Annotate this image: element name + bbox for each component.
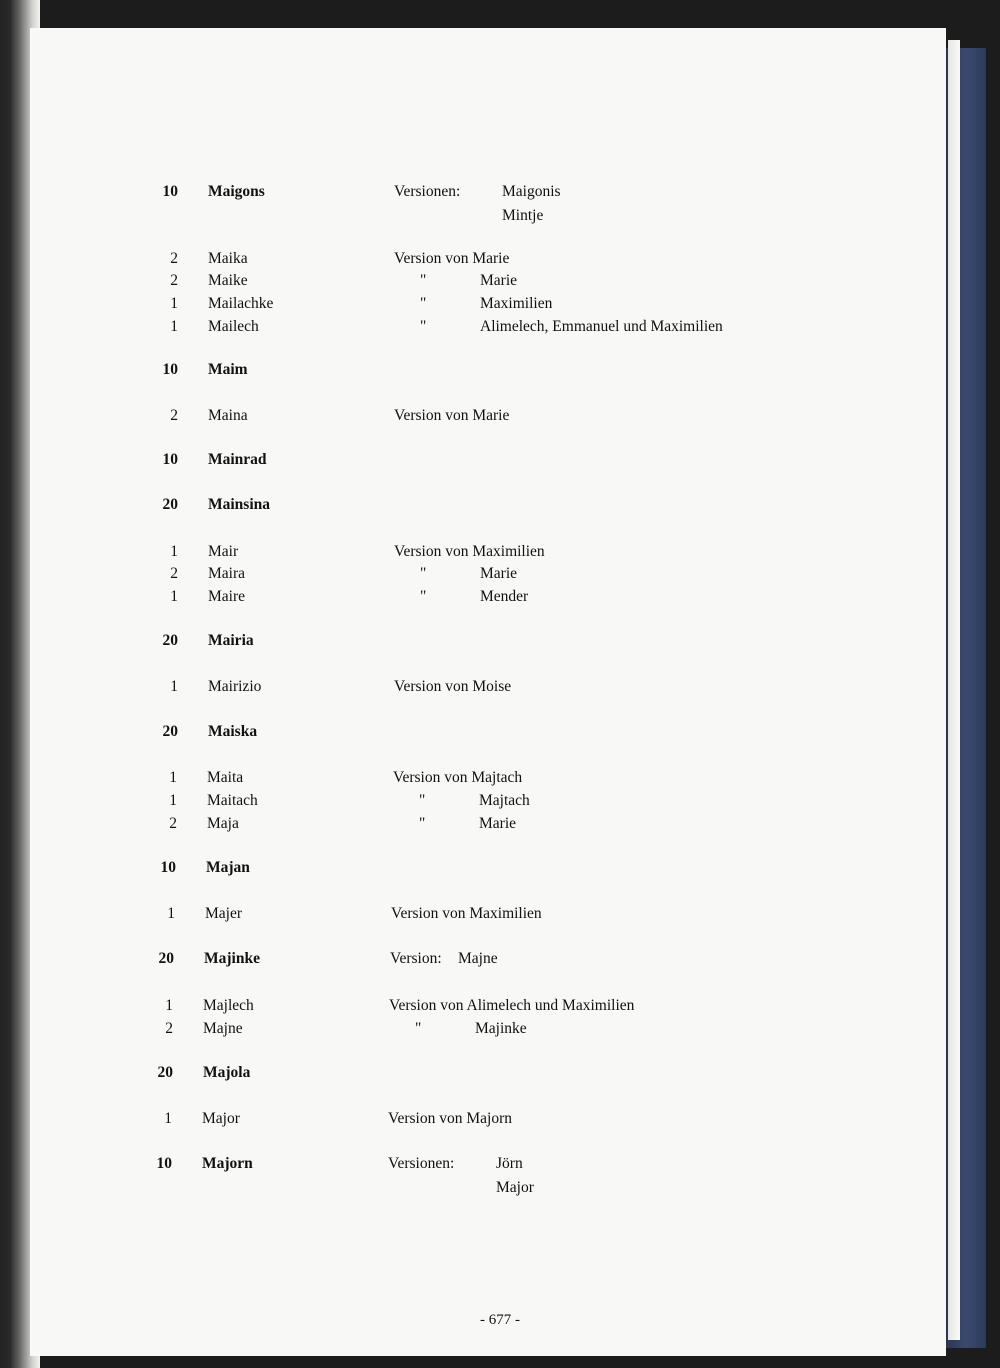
frequency-number: 2 [165,1020,173,1037]
name-entry: Mair [208,543,239,560]
page-number: - 677 - [480,1312,520,1328]
version-label: Version von Majorn [388,1110,512,1127]
version-label: " [420,295,427,312]
name-entry: Maiska [208,723,258,740]
version-text: Majtach [479,792,530,809]
frequency-number: 2 [170,250,178,267]
name-entry: Maja [207,815,239,832]
entry-row [0,359,1000,381]
version-text: Alimelech, Emmanuel und Maximilien [480,318,723,335]
name-entry: Maika [208,250,248,267]
frequency-number: 2 [170,407,178,424]
entry-row [0,1177,1000,1199]
entry-row [0,721,1000,743]
frequency-number: 1 [170,295,178,312]
entry-row [0,630,1000,652]
frequency-number: 1 [164,1110,172,1127]
entry-row [0,586,1000,608]
entry-row [0,1062,1000,1084]
name-entry: Majinke [204,950,260,967]
version-text: Mender [480,588,529,605]
entry-row [0,181,1000,203]
name-entry: Majan [206,859,250,876]
name-entry: Maitach [207,792,258,809]
name-entry: Maina [208,407,248,424]
frequency-number: 20 [162,632,178,649]
version-text: Maximilien [480,295,553,312]
frequency-number: 20 [158,950,174,967]
frequency-number: 1 [170,318,178,335]
version-label: Version von Marie [394,250,510,267]
name-entry: Mairia [208,632,254,649]
entry-row [0,1153,1000,1175]
name-entry: Maire [208,588,246,605]
name-entry: Majola [203,1064,251,1081]
version-label: " [419,792,426,809]
name-entry: Majne [203,1020,243,1037]
entry-row [0,405,1000,427]
entry-row [0,541,1000,563]
version-text: Majinke [475,1020,527,1037]
entry-row [0,316,1000,338]
entry-row [0,813,1000,835]
frequency-number: 1 [169,769,177,786]
entry-row [0,1108,1000,1130]
version-label: " [420,318,427,335]
frequency-number: 10 [162,183,178,200]
frequency-number: 10 [162,361,178,378]
name-entry: Major [202,1110,240,1127]
version-label: " [420,272,427,289]
entry-row [0,767,1000,789]
version-label: Versionen: [388,1155,455,1172]
name-entry: Majorn [202,1155,253,1172]
frequency-number: 1 [167,905,175,922]
version-label: " [420,565,427,582]
entry-row [0,790,1000,812]
version-label: Version: [390,950,442,967]
entry-row [0,903,1000,925]
entry-row [0,449,1000,471]
frequency-number: 20 [162,723,178,740]
frequency-number: 2 [170,565,178,582]
entry-row [0,270,1000,292]
version-label: " [420,588,427,605]
version-label: Version von Moise [394,678,512,695]
name-entry: Maike [208,272,248,289]
frequency-number: 1 [170,588,178,605]
version-text: Mintje [502,207,544,224]
version-text: Majne [458,950,498,967]
version-label: Version von Marie [394,407,510,424]
frequency-number: 2 [169,815,177,832]
frequency-number: 1 [165,997,173,1014]
frequency-number: 10 [156,1155,172,1172]
entry-row [0,857,1000,879]
frequency-number: 10 [160,859,176,876]
entry-row [0,494,1000,516]
version-text: Marie [480,565,518,582]
frequency-number: 20 [162,496,178,513]
entry-row [0,205,1000,227]
name-entry: Maim [208,361,248,378]
frequency-number: 10 [162,451,178,468]
name-entry: Mailech [208,318,259,335]
name-entry: Maigons [208,183,265,200]
name-entry: Mainrad [208,451,267,468]
entry-row [0,293,1000,315]
entry-row [0,676,1000,698]
name-entry: Mailachke [208,295,274,312]
entry-row [0,948,1000,970]
frequency-number: 1 [169,792,177,809]
version-text: Marie [480,272,518,289]
entry-row [0,1018,1000,1040]
version-text: Jörn [496,1155,523,1172]
version-label: Versionen: [394,183,461,200]
version-label: Version von Majtach [393,769,523,786]
version-label: Version von Maximilien [391,905,542,922]
entry-row [0,248,1000,270]
name-entry: Majlech [203,997,254,1014]
version-text: Marie [479,815,517,832]
name-entry: Mainsina [208,496,271,513]
frequency-number: 1 [170,543,178,560]
name-entry: Maita [207,769,244,786]
entry-row [0,995,1000,1017]
version-label: " [419,815,426,832]
version-label: Version von Alimelech und Maximilien [389,997,635,1014]
version-text: Major [496,1179,534,1196]
frequency-number: 2 [170,272,178,289]
name-entry: Maira [208,565,246,582]
version-label: Version von Maximilien [394,543,545,560]
version-text: Maigonis [502,183,561,200]
name-entry: Majer [205,905,243,922]
frequency-number: 20 [157,1064,173,1081]
name-entry: Mairizio [208,678,262,695]
frequency-number: 1 [170,678,178,695]
entry-row [0,563,1000,585]
version-label: " [415,1020,422,1037]
